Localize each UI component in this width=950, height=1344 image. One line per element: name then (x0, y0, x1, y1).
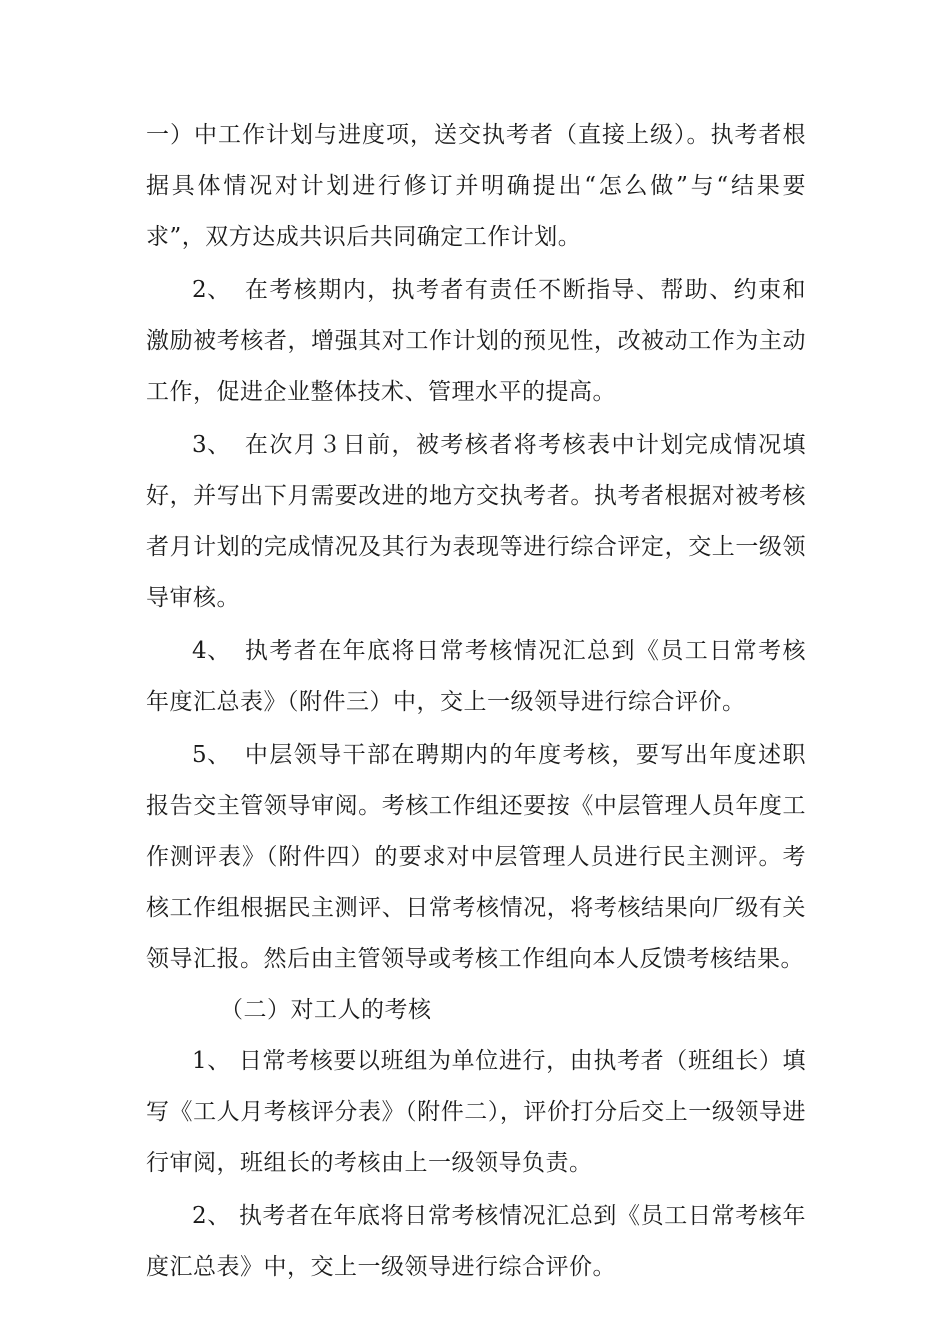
section-heading-workers (146, 985, 806, 1036)
paragraph-continued-item-1 (146, 110, 806, 263)
paragraph-text: 2、 执考者在年底将日常考核情况汇总到《员工日常考核年度汇总表》中，交上一级领导进行综合评价。 (146, 1203, 806, 1280)
paragraph-item-5 (146, 730, 806, 985)
item-number: 3、 (192, 432, 231, 458)
item-number: 4、 (192, 638, 231, 664)
paragraph-text: 在次月３日前，被考核者将考核表中计划完成情况填好，并写出下月需要改进的地方交执考者。执考者根据对被考核者月计划的完成情况及其行为表现等进行综合评定，交上一级领导审核。 (146, 432, 806, 611)
paragraph-text: 中层领导干部在聘期内的年度考核，要写出年度述职报告交主管领导审阅。考核工作组还要按《中层管理人员年度工作测评表》（附件四）的要求对中层管理人员进行民主测评。考核工作组根据民主测评、日常考核情况，将考核结果向厂级有关领导汇报。然后由主管领导或考核工作组向本人反馈考核结果。 (146, 742, 806, 972)
paragraph-text: 执考者在年底将日常考核情况汇总到《员工日常考核年度汇总表》（附件三）中，交上一级领导进行综合评价。 (146, 638, 806, 715)
paragraph-item-4 (146, 626, 806, 728)
item-number: 5、 (192, 742, 231, 768)
heading-text: （二）对工人的考核 (220, 997, 432, 1023)
document-body (146, 110, 806, 1293)
paragraph-worker-item-2 (146, 1191, 806, 1293)
paragraph-text: 一）中工作计划与进度项，送交执考者（直接上级）。执考者根据具体情况对计划进行修订并明确提出“怎么做”与“结果要求”，双方达成共识后共同确定工作计划。 (146, 122, 806, 250)
item-number: 2、 (192, 277, 231, 303)
paragraph-text: 1、 日常考核要以班组为单位进行，由执考者（班组长）填写《工人月考核评分表》（附件二），评价打分后交上一级领导进行审阅，班组长的考核由上一级领导负责。 (146, 1048, 806, 1176)
paragraph-text: 在考核期内，执考者有责任不断指导、帮助、约束和激励被考核者，增强其对工作计划的预见性，改被动工作为主动工作，促进企业整体技术、管理水平的提高。 (146, 277, 806, 405)
paragraph-worker-item-1 (146, 1036, 806, 1189)
paragraph-item-3 (146, 420, 806, 624)
paragraph-item-2 (146, 265, 806, 418)
